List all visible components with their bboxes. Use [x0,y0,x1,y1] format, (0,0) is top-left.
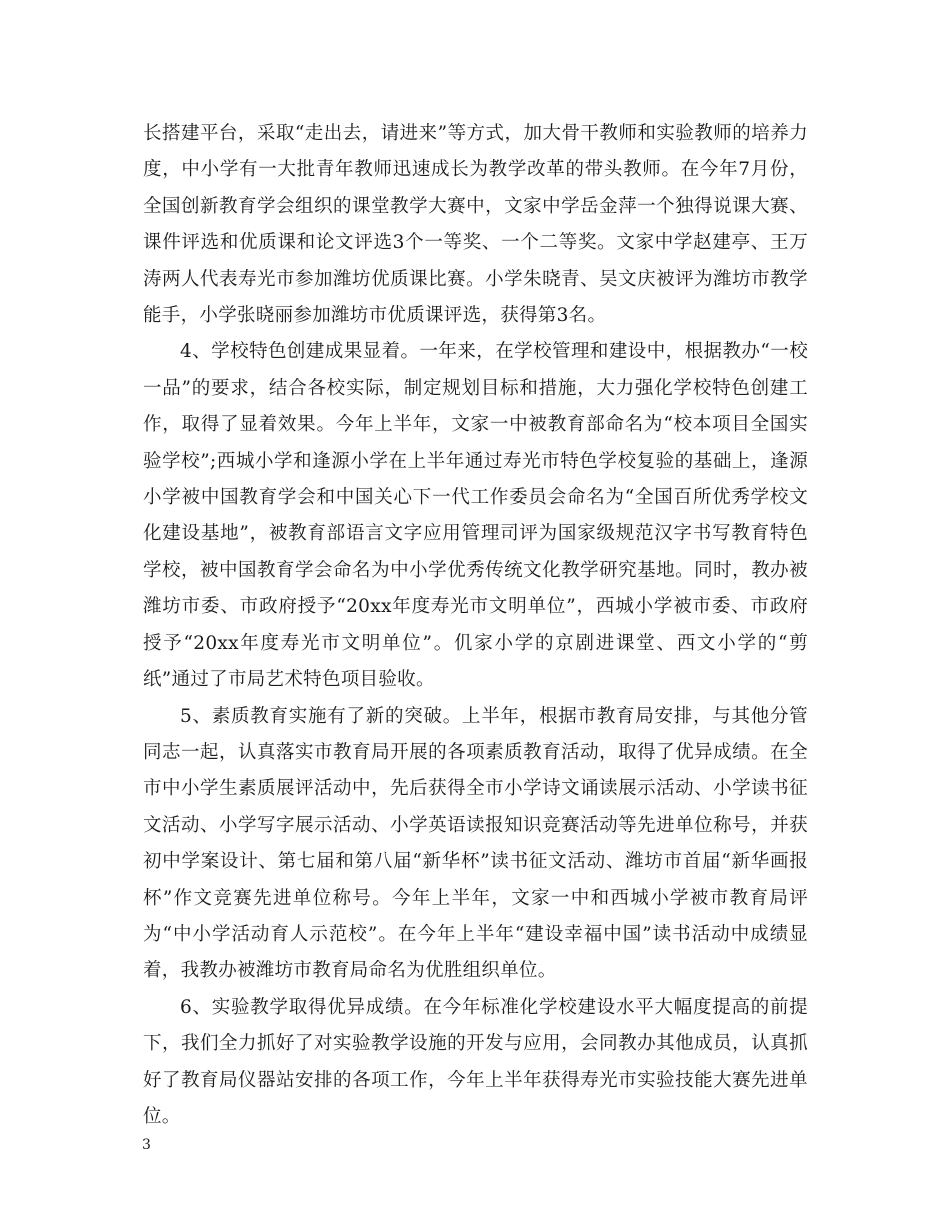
paragraph-quality-education: 5、素质教育实施有了新的突破。上半年，根据市教育局安排，与其他分管同志一起，认真落实市教育局开展的各项素质教育活动，取得了优异成绩。在全市中小学生素质展评活动中，先后获得全市小学诗文诵读展示活动、小学读书征文活动、小学写字展示活动、小学英语读报知识竞赛活动等先进单位称号，并获初中学案设计、第七届和第八届“新华杯”读书征文活动、潍坊市首届“新华画报杯”作文竞赛先进单位称号。今年上半年，文家一中和西城小学被市教育局评为“中小学活动育人示范校”。在今年上半年“建设幸福中国”读书活动中成绩显着，我教办被潍坊市教育局命名为优胜组织单位。 [143,705,808,982]
paragraph-continued-teacher-training: 长搭建平台，采取“走出去，请进来”等方式，加大骨干教师和实验教师的培养力度，中小学有一大批青年教师迅速成长为教学改革的带头教师。在今年7月份，全国创新教育学会组织的课堂教学大赛中，文家中学岳金萍一个独得说课大赛、课件评选和优质课和论文评选3个一等奖、一个二等奖。文家中学赵建亭、王万涛两人代表寿光市参加潍坊优质课比赛。小学朱晓青、吴文庆被评为潍坊市教学能手，小学张晓丽参加潍坊市优质课评选，获得第3名。 [143,123,808,327]
page-number: 3 [142,1137,151,1153]
paragraph-experimental-teaching: 6、实验教学取得优异成绩。在今年标准化学校建设水平大幅度提高的前提下，我们全力抓好了对实验教学设施的开发与应用，会同教办其他成员，认真抓好了教育局仪器站安排的各项工作，今年上半年获得寿光市实验技能大赛先进单位。 [143,996,808,1127]
body-text [143,116,808,1135]
paragraph-school-characteristics: 4、学校特色创建成果显着。一年来，在学校管理和建设中，根据教办“一校一品”的要求，结合各校实际，制定规划目标和措施，大力强化学校特色创建工作，取得了显着效果。今年上半年，文家一中被教育部命名为“校本项目全国实验学校”;西城小学和逢源小学在上半年通过寿光市特色学校复验的基础上，逢源小学被中国教育学会和中国关心下一代工作委员会命名为“全国百所优秀学校文化建设基地”，被教育部语言文字应用管理司评为国家级规范汉字书写教育特色学校，被中国教育学会命名为中小学优秀传统文化教学研究基地。同时，教办被潍坊市委、市政府授予“20xx年度寿光市文明单位”，西城小学被市委、市政府授予“20xx年度寿光市文明单位”。仉家小学的京剧进课堂、西文小学的“剪纸”通过了市局艺术特色项目验收。 [143,341,808,691]
